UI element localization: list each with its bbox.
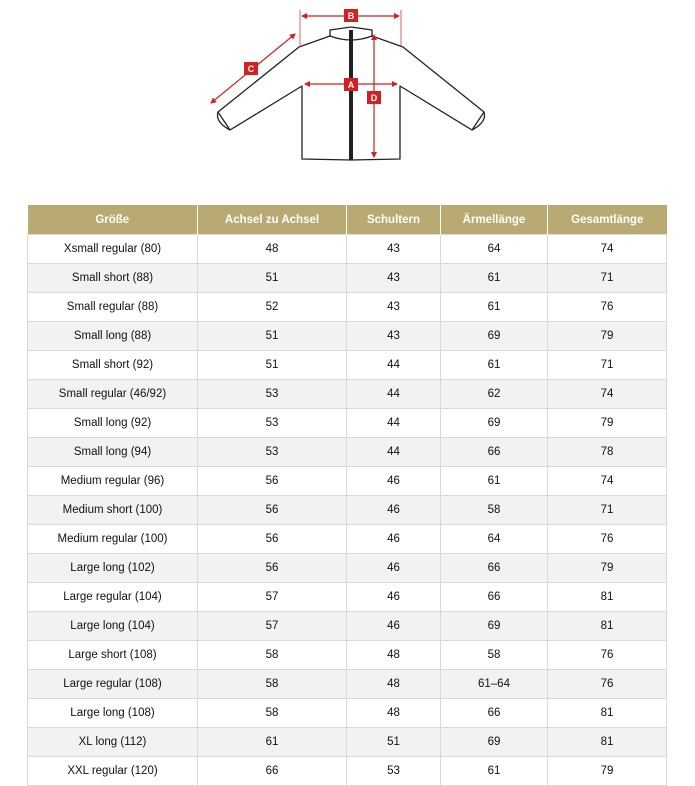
size-cell: XXL regular (120) — [28, 757, 198, 786]
table-row — [28, 583, 667, 612]
size-cell: Small long (88) — [28, 322, 198, 351]
header-row — [28, 205, 667, 235]
size-cell: Medium short (100) — [28, 496, 198, 525]
shoulders-cell: 48 — [347, 699, 441, 728]
sleeve-cell: 66 — [441, 554, 548, 583]
armpit-cell: 66 — [198, 757, 347, 786]
shoulders-cell: 43 — [347, 264, 441, 293]
zipper — [349, 30, 353, 160]
length-cell: 78 — [548, 438, 667, 467]
armpit-cell: 58 — [198, 699, 347, 728]
header-aermellaenge: Ärmellänge — [441, 205, 548, 235]
sleeve-cell: 62 — [441, 380, 548, 409]
table-row — [28, 438, 667, 467]
table-row — [28, 264, 667, 293]
shoulders-cell: 53 — [347, 757, 441, 786]
length-cell: 79 — [548, 554, 667, 583]
length-cell: 76 — [548, 641, 667, 670]
sleeve-cell: 69 — [441, 409, 548, 438]
size-cell: Large long (108) — [28, 699, 198, 728]
armpit-cell: 61 — [198, 728, 347, 757]
measure-d — [367, 35, 381, 157]
table-row — [28, 351, 667, 380]
armpit-cell: 51 — [198, 322, 347, 351]
shoulders-cell: 44 — [347, 380, 441, 409]
length-cell: 76 — [548, 293, 667, 322]
size-cell: Medium regular (96) — [28, 467, 198, 496]
shoulders-cell: 43 — [347, 235, 441, 264]
sleeve-cell: 64 — [441, 235, 548, 264]
table-row — [28, 757, 667, 786]
armpit-cell: 56 — [198, 496, 347, 525]
length-cell: 71 — [548, 351, 667, 380]
header-groesse: Größe — [28, 205, 198, 235]
table-row — [28, 612, 667, 641]
table-row — [28, 728, 667, 757]
label-a: A — [347, 80, 355, 90]
sleeve-cell: 66 — [441, 438, 548, 467]
table-row — [28, 235, 667, 264]
shoulders-cell: 46 — [347, 612, 441, 641]
shoulders-cell: 46 — [347, 554, 441, 583]
shoulders-cell: 43 — [347, 322, 441, 351]
armpit-cell: 57 — [198, 583, 347, 612]
sleeve-cell: 61 — [441, 467, 548, 496]
armpit-cell: 56 — [198, 554, 347, 583]
size-cell: Large short (108) — [28, 641, 198, 670]
sleeve-cell: 69 — [441, 322, 548, 351]
jacket-illustration — [0, 0, 695, 200]
length-cell: 76 — [548, 670, 667, 699]
armpit-cell: 53 — [198, 409, 347, 438]
shoulders-cell: 51 — [347, 728, 441, 757]
size-cell: Small short (88) — [28, 264, 198, 293]
armpit-cell: 48 — [198, 235, 347, 264]
size-cell: Large long (102) — [28, 554, 198, 583]
armpit-cell: 51 — [198, 351, 347, 380]
sleeve-cell: 69 — [441, 728, 548, 757]
label-d: D — [370, 93, 378, 103]
sleeve-cell: 69 — [441, 612, 548, 641]
size-cell: Large regular (104) — [28, 583, 198, 612]
jacket-measurement-diagram — [0, 0, 695, 200]
table-row — [28, 641, 667, 670]
measure-a — [305, 78, 397, 91]
header-achsel-zu-achsel: Achsel zu Achsel — [198, 205, 347, 235]
length-cell: 81 — [548, 728, 667, 757]
sleeve-cell: 61 — [441, 293, 548, 322]
measure-c — [211, 34, 295, 103]
length-cell: 81 — [548, 583, 667, 612]
size-chart-table — [27, 205, 667, 786]
table-row — [28, 554, 667, 583]
shoulders-cell: 43 — [347, 293, 441, 322]
armpit-cell: 56 — [198, 525, 347, 554]
armpit-cell: 52 — [198, 293, 347, 322]
size-cell: XL long (112) — [28, 728, 198, 757]
table-row — [28, 496, 667, 525]
length-cell: 76 — [548, 525, 667, 554]
shoulders-cell: 44 — [347, 351, 441, 380]
header-gesamtlaenge: Gesamtlänge — [548, 205, 667, 235]
shoulders-cell: 46 — [347, 525, 441, 554]
table-row — [28, 525, 667, 554]
length-cell: 74 — [548, 235, 667, 264]
shoulders-cell: 46 — [347, 583, 441, 612]
sleeve-cell: 61 — [441, 264, 548, 293]
table-row — [28, 322, 667, 351]
shoulders-cell: 44 — [347, 409, 441, 438]
shoulders-cell: 44 — [347, 438, 441, 467]
shoulders-cell: 48 — [347, 670, 441, 699]
armpit-cell: 53 — [198, 438, 347, 467]
label-b: B — [347, 11, 355, 21]
length-cell: 81 — [548, 699, 667, 728]
length-cell: 79 — [548, 757, 667, 786]
table-row — [28, 293, 667, 322]
header-schultern: Schultern — [347, 205, 441, 235]
shoulders-cell: 46 — [347, 496, 441, 525]
size-cell: Xsmall regular (80) — [28, 235, 198, 264]
armpit-cell: 56 — [198, 467, 347, 496]
shoulders-cell: 46 — [347, 467, 441, 496]
length-cell: 74 — [548, 380, 667, 409]
length-cell: 74 — [548, 467, 667, 496]
length-cell: 71 — [548, 496, 667, 525]
sleeve-cell: 64 — [441, 525, 548, 554]
table-header — [28, 205, 667, 235]
armpit-cell: 58 — [198, 670, 347, 699]
size-cell: Small short (92) — [28, 351, 198, 380]
table-row — [28, 380, 667, 409]
sleeve-cell: 66 — [441, 583, 548, 612]
armpit-cell: 53 — [198, 380, 347, 409]
size-cell: Small long (94) — [28, 438, 198, 467]
table-row — [28, 699, 667, 728]
armpit-cell: 51 — [198, 264, 347, 293]
size-cell: Large long (104) — [28, 612, 198, 641]
sleeve-cell: 58 — [441, 496, 548, 525]
table-row — [28, 409, 667, 438]
sleeve-cell: 58 — [441, 641, 548, 670]
size-cell: Medium regular (100) — [28, 525, 198, 554]
sleeve-cell: 61 — [441, 351, 548, 380]
size-cell: Small regular (46/92) — [28, 380, 198, 409]
armpit-cell: 57 — [198, 612, 347, 641]
sleeve-cell: 61–64 — [441, 670, 548, 699]
table-body — [28, 235, 667, 786]
length-cell: 81 — [548, 612, 667, 641]
length-cell: 79 — [548, 322, 667, 351]
sleeve-cell: 66 — [441, 699, 548, 728]
label-c: C — [247, 64, 255, 74]
armpit-cell: 58 — [198, 641, 347, 670]
table-row — [28, 670, 667, 699]
size-cell: Large regular (108) — [28, 670, 198, 699]
size-cell: Small regular (88) — [28, 293, 198, 322]
table-row — [28, 467, 667, 496]
length-cell: 79 — [548, 409, 667, 438]
length-cell: 71 — [548, 264, 667, 293]
shoulders-cell: 48 — [347, 641, 441, 670]
size-cell: Small long (92) — [28, 409, 198, 438]
sleeve-cell: 61 — [441, 757, 548, 786]
